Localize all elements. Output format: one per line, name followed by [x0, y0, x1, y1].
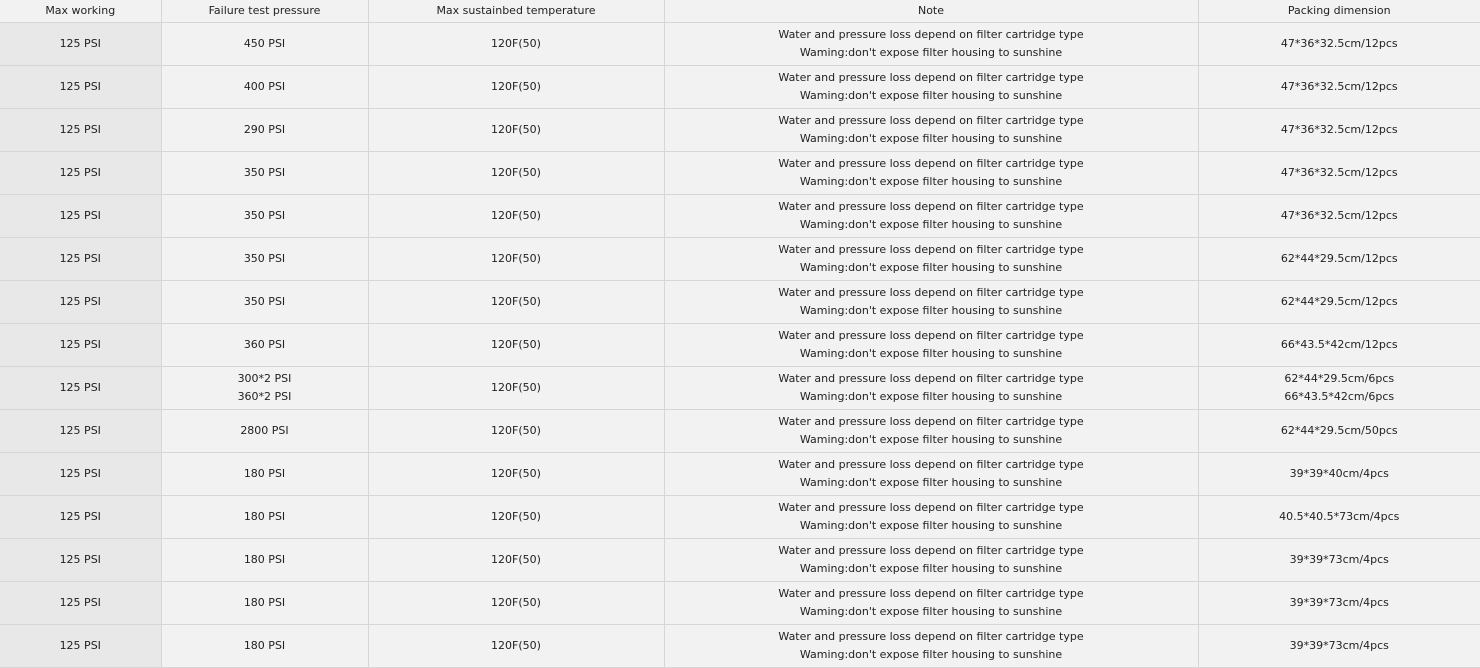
cell-failure-test-pressure [161, 625, 368, 668]
cell-packing-dimension [1198, 324, 1480, 367]
table-row [0, 453, 1480, 496]
failure-test-pressure-line: 180 PSI [243, 467, 286, 480]
failure-test-pressure-line: 350 PSI [243, 209, 286, 222]
table-row [0, 152, 1480, 195]
cell-packing-dimension [1198, 367, 1480, 410]
header-note: Note [664, 0, 1198, 23]
cell-max-working: 125 PSI [0, 367, 161, 410]
cell-max-working: 125 PSI [0, 238, 161, 281]
cell-note [664, 66, 1198, 109]
cell-note [664, 582, 1198, 625]
note-line: Water and pressure loss depend on filter cartridge type [778, 243, 1084, 256]
cell-failure-test-pressure [161, 324, 368, 367]
note-line: Waming:don't expose filter housing to sunshine [799, 390, 1063, 403]
note-line: Waming:don't expose filter housing to sunshine [799, 304, 1063, 317]
header-packing-dimension: Packing dimension [1198, 0, 1480, 23]
cell-max-sustained-temperature: 120F(50) [368, 625, 664, 668]
cell-failure-test-pressure [161, 238, 368, 281]
cell-failure-test-pressure [161, 367, 368, 410]
note-line: Water and pressure loss depend on filter cartridge type [778, 200, 1084, 213]
note-line: Water and pressure loss depend on filter cartridge type [778, 28, 1084, 41]
cell-max-sustained-temperature: 120F(50) [368, 152, 664, 195]
note-line: Water and pressure loss depend on filter cartridge type [778, 286, 1084, 299]
packing-dimension-line: 47*36*32.5cm/12pcs [1280, 166, 1398, 179]
packing-dimension-line: 39*39*73cm/4pcs [1289, 596, 1389, 609]
cell-note [664, 238, 1198, 281]
note-line: Waming:don't expose filter housing to sunshine [799, 519, 1063, 532]
table-row [0, 410, 1480, 453]
cell-note [664, 23, 1198, 66]
header-row [0, 0, 1480, 23]
failure-test-pressure-line: 180 PSI [243, 639, 286, 652]
note-line: Water and pressure loss depend on filter cartridge type [778, 415, 1084, 428]
cell-max-working: 125 PSI [0, 625, 161, 668]
cell-failure-test-pressure [161, 109, 368, 152]
failure-test-pressure-line: 180 PSI [243, 596, 286, 609]
packing-dimension-line: 62*44*29.5cm/50pcs [1280, 424, 1398, 437]
note-line: Water and pressure loss depend on filter cartridge type [778, 157, 1084, 170]
failure-test-pressure-line: 450 PSI [243, 37, 286, 50]
cell-max-sustained-temperature: 120F(50) [368, 410, 664, 453]
cell-max-sustained-temperature: 120F(50) [368, 582, 664, 625]
packing-dimension-line: 39*39*40cm/4pcs [1289, 467, 1389, 480]
cell-failure-test-pressure [161, 66, 368, 109]
cell-note [664, 367, 1198, 410]
packing-dimension-line: 47*36*32.5cm/12pcs [1280, 80, 1398, 93]
cell-failure-test-pressure [161, 281, 368, 324]
note-line: Waming:don't expose filter housing to sunshine [799, 605, 1063, 618]
failure-test-pressure-line: 350 PSI [243, 295, 286, 308]
cell-note [664, 539, 1198, 582]
note-line: Waming:don't expose filter housing to sunshine [799, 476, 1063, 489]
cell-max-sustained-temperature: 120F(50) [368, 453, 664, 496]
failure-test-pressure-line: 300*2 PSI [237, 372, 292, 385]
cell-note [664, 195, 1198, 238]
table-body [0, 23, 1480, 668]
table-row [0, 281, 1480, 324]
note-line: Water and pressure loss depend on filter cartridge type [778, 329, 1084, 342]
note-line: Waming:don't expose filter housing to sunshine [799, 347, 1063, 360]
cell-max-sustained-temperature: 120F(50) [368, 66, 664, 109]
cell-max-working: 125 PSI [0, 539, 161, 582]
cell-failure-test-pressure [161, 496, 368, 539]
note-line: Water and pressure loss depend on filter cartridge type [778, 71, 1084, 84]
table-row [0, 324, 1480, 367]
note-line: Waming:don't expose filter housing to sunshine [799, 218, 1063, 231]
table-row [0, 367, 1480, 410]
note-line: Water and pressure loss depend on filter cartridge type [778, 501, 1084, 514]
cell-note [664, 410, 1198, 453]
failure-test-pressure-line: 350 PSI [243, 252, 286, 265]
packing-dimension-line: 47*36*32.5cm/12pcs [1280, 209, 1398, 222]
table-row [0, 496, 1480, 539]
failure-test-pressure-line: 350 PSI [243, 166, 286, 179]
cell-packing-dimension [1198, 625, 1480, 668]
note-line: Waming:don't expose filter housing to sunshine [799, 132, 1063, 145]
table-row [0, 66, 1480, 109]
packing-dimension-line: 62*44*29.5cm/6pcs [1284, 372, 1395, 385]
cell-max-working: 125 PSI [0, 324, 161, 367]
cell-packing-dimension [1198, 195, 1480, 238]
cell-failure-test-pressure [161, 152, 368, 195]
note-line: Water and pressure loss depend on filter cartridge type [778, 114, 1084, 127]
cell-note [664, 281, 1198, 324]
cell-max-sustained-temperature: 120F(50) [368, 539, 664, 582]
note-line: Water and pressure loss depend on filter cartridge type [778, 458, 1084, 471]
cell-max-working: 125 PSI [0, 195, 161, 238]
failure-test-pressure-line: 360 PSI [243, 338, 286, 351]
cell-note [664, 625, 1198, 668]
failure-test-pressure-line: 360*2 PSI [237, 390, 292, 403]
cell-packing-dimension [1198, 238, 1480, 281]
packing-dimension-line: 39*39*73cm/4pcs [1289, 639, 1389, 652]
cell-packing-dimension [1198, 582, 1480, 625]
note-line: Waming:don't expose filter housing to sunshine [799, 562, 1063, 575]
cell-failure-test-pressure [161, 23, 368, 66]
cell-max-sustained-temperature: 120F(50) [368, 496, 664, 539]
table-row [0, 539, 1480, 582]
cell-failure-test-pressure [161, 453, 368, 496]
note-line: Waming:don't expose filter housing to sunshine [799, 46, 1063, 59]
cell-failure-test-pressure [161, 410, 368, 453]
cell-packing-dimension [1198, 410, 1480, 453]
cell-packing-dimension [1198, 539, 1480, 582]
header-failure-test-pressure: Failure test pressure [161, 0, 368, 23]
cell-note [664, 496, 1198, 539]
note-line: Waming:don't expose filter housing to sunshine [799, 89, 1063, 102]
header-max-working: Max working [0, 0, 161, 23]
table-row [0, 23, 1480, 66]
packing-dimension-line: 47*36*32.5cm/12pcs [1280, 123, 1398, 136]
note-line: Waming:don't expose filter housing to sunshine [799, 648, 1063, 661]
cell-packing-dimension [1198, 281, 1480, 324]
cell-max-working: 125 PSI [0, 410, 161, 453]
cell-packing-dimension [1198, 23, 1480, 66]
table-row [0, 582, 1480, 625]
failure-test-pressure-line: 400 PSI [243, 80, 286, 93]
cell-max-working: 125 PSI [0, 453, 161, 496]
cell-packing-dimension [1198, 496, 1480, 539]
cell-failure-test-pressure [161, 195, 368, 238]
note-line: Water and pressure loss depend on filter cartridge type [778, 587, 1084, 600]
cell-max-working: 125 PSI [0, 23, 161, 66]
failure-test-pressure-line: 180 PSI [243, 553, 286, 566]
cell-packing-dimension [1198, 152, 1480, 195]
packing-dimension-line: 66*43.5*42cm/6pcs [1284, 390, 1395, 403]
failure-test-pressure-line: 180 PSI [243, 510, 286, 523]
table-header [0, 0, 1480, 23]
note-line: Waming:don't expose filter housing to sunshine [799, 433, 1063, 446]
cell-note [664, 324, 1198, 367]
cell-note [664, 152, 1198, 195]
cell-max-working: 125 PSI [0, 496, 161, 539]
note-line: Waming:don't expose filter housing to sunshine [799, 261, 1063, 274]
failure-test-pressure-line: 2800 PSI [240, 424, 289, 437]
cell-failure-test-pressure [161, 582, 368, 625]
table-row [0, 109, 1480, 152]
cell-max-sustained-temperature: 120F(50) [368, 281, 664, 324]
cell-max-working: 125 PSI [0, 582, 161, 625]
cell-packing-dimension [1198, 66, 1480, 109]
packing-dimension-line: 39*39*73cm/4pcs [1289, 553, 1389, 566]
packing-dimension-line: 66*43.5*42cm/12pcs [1280, 338, 1398, 351]
packing-dimension-line: 62*44*29.5cm/12pcs [1280, 295, 1398, 308]
cell-note [664, 453, 1198, 496]
table-row [0, 195, 1480, 238]
header-max-sustained-temperature: Max sustainbed temperature [368, 0, 664, 23]
cell-max-sustained-temperature: 120F(50) [368, 109, 664, 152]
cell-max-sustained-temperature: 120F(50) [368, 23, 664, 66]
packing-dimension-line: 62*44*29.5cm/12pcs [1280, 252, 1398, 265]
cell-max-sustained-temperature: 120F(50) [368, 324, 664, 367]
packing-dimension-line: 47*36*32.5cm/12pcs [1280, 37, 1398, 50]
failure-test-pressure-line: 290 PSI [243, 123, 286, 136]
cell-max-working: 125 PSI [0, 281, 161, 324]
cell-max-sustained-temperature: 120F(50) [368, 367, 664, 410]
cell-max-working: 125 PSI [0, 66, 161, 109]
cell-packing-dimension [1198, 453, 1480, 496]
cell-max-sustained-temperature: 120F(50) [368, 195, 664, 238]
packing-dimension-line: 40.5*40.5*73cm/4pcs [1279, 510, 1400, 523]
cell-max-working: 125 PSI [0, 152, 161, 195]
cell-failure-test-pressure [161, 539, 368, 582]
table-row [0, 238, 1480, 281]
note-line: Water and pressure loss depend on filter cartridge type [778, 630, 1084, 643]
note-line: Water and pressure loss depend on filter cartridge type [778, 544, 1084, 557]
cell-note [664, 109, 1198, 152]
cell-packing-dimension [1198, 109, 1480, 152]
note-line: Water and pressure loss depend on filter cartridge type [778, 372, 1084, 385]
cell-max-working: 125 PSI [0, 109, 161, 152]
note-line: Waming:don't expose filter housing to sunshine [799, 175, 1063, 188]
table-row [0, 625, 1480, 668]
cell-max-sustained-temperature: 120F(50) [368, 238, 664, 281]
